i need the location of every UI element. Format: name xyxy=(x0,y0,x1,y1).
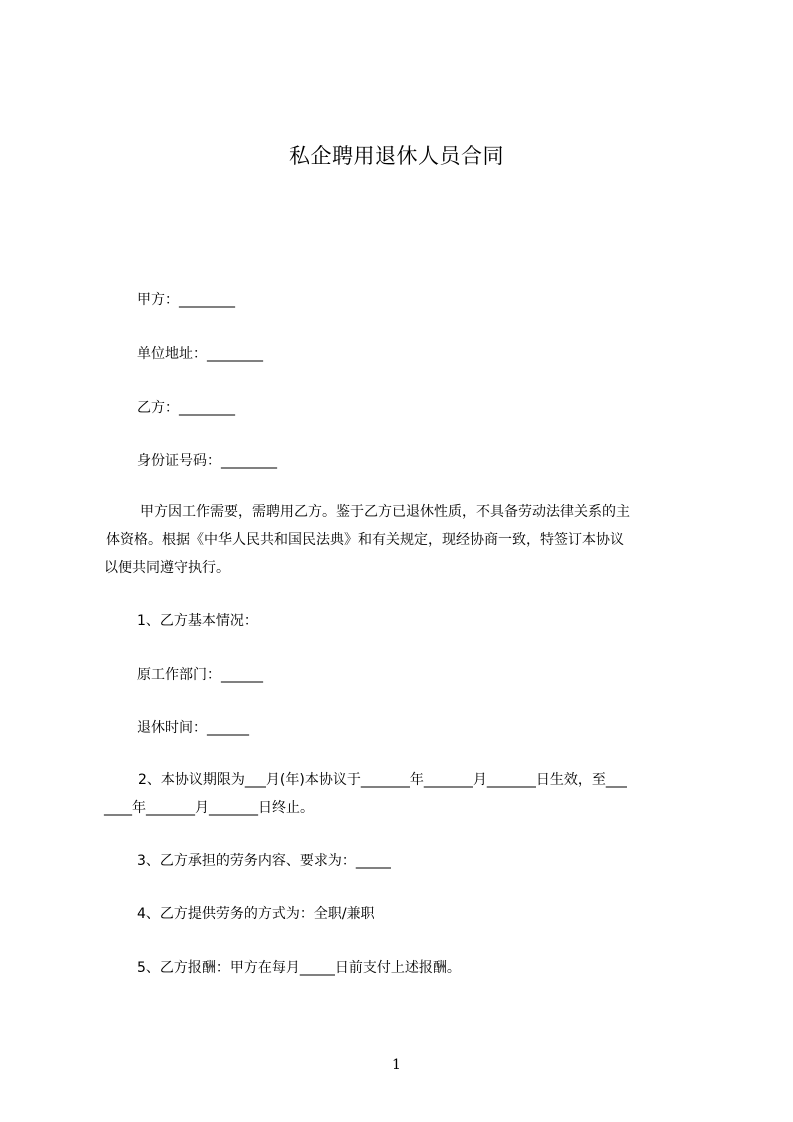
page-number: 1 xyxy=(392,1057,401,1073)
retirement-time-field: 退休时间：______ xyxy=(137,720,249,736)
clause-2-paragraph xyxy=(104,766,704,822)
party-a-address-field: 单位地址：________ xyxy=(137,346,263,362)
preamble-line-2: 体资格。根据《中华人民共和国民法典》和有关规定，现经协商一致，特签订本协议 xyxy=(106,532,624,548)
clause-2-line-1: 2、本协议期限为___月(年)本协议于_______年_______月_______日生效，至___ xyxy=(138,772,627,788)
original-department-field: 原工作部门：______ xyxy=(137,667,263,683)
document-title: 私企聘用退休人员合同 xyxy=(289,144,504,168)
clause-4: 4、乙方提供劳务的方式为：全职/兼职 xyxy=(137,906,375,922)
clause-2-line-2: ____年_______月_______日终止。 xyxy=(104,800,314,816)
party-b-field: 乙方：________ xyxy=(137,400,235,416)
clause-3: 3、乙方承担的劳务内容、要求为：_____ xyxy=(137,853,391,869)
preamble-paragraph xyxy=(104,498,704,582)
preamble-line-3: 以便共同遵守执行。 xyxy=(104,560,230,576)
clause-1-heading: 1、乙方基本情况： xyxy=(137,613,258,629)
clause-5: 5、乙方报酬：甲方在每月_____日前支付上述报酬。 xyxy=(137,960,461,976)
party-a-field: 甲方：________ xyxy=(137,292,235,308)
preamble-line-1: 甲方因工作需要，需聘用乙方。鉴于乙方已退休性质，不具备劳动法律关系的主 xyxy=(140,504,630,520)
party-b-id-field: 身份证号码：________ xyxy=(137,453,277,469)
